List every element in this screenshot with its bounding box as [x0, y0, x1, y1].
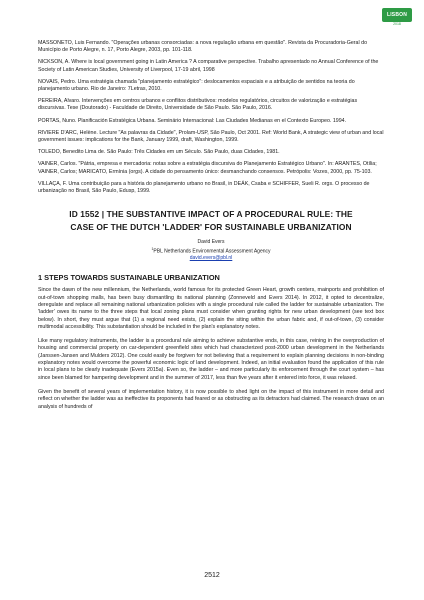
- body-paragraph: Given the benefit of several years of implementation history, it is now possible to shed light on the impact of this instrument in more detail and reflect on whether the ladder was as ineffective its proponents had feared or as obstructing as its detractors had claimed. The research draws on an analysis of hundreds of: [38, 388, 384, 410]
- author-name: David Evers: [197, 239, 225, 246]
- affiliation-mark: 1: [151, 246, 154, 251]
- paper-title-line: ID 1552 | THE SUBSTANTIVE IMPACT OF A PROCEDURAL RULE: THE: [69, 209, 353, 220]
- reference-list: [38, 40, 384, 195]
- author-email[interactable]: david.evers@pbl.nl: [189, 254, 233, 261]
- conference-logo: [382, 8, 412, 34]
- body-paragraph: Like many regulatory instruments, the ladder is a procedural rule aiming to achieve substantive ends, in this case, reining in the overproduction of housing and commercial property on car-dependent greenfield sites which had characterized post-2000 urban development in the Netherlands (Janssen-Jansen and Mulders 2012). One could easily be forgiven for not believing that a requirement to explain planning decisions in non-binding explanatory notes would overcome the powerful economic logic of land development. Indeed, an initial evaluation found the application of this rule in local plans to be clearly inadequate (Evers 2015a). Even so, the ladder – and more particularly its enforcement through the court system – has since been blamed for hampering development and in the summer of 2017, less than five years after it entered into force, it was relaxed.: [38, 338, 384, 381]
- body-paragraph: Since the dawn of the new millennium, the Netherlands, world famous for its protected Green Heart, growth centers, mainports and prohibition of out-of-town shopping malls, has been busy dismantling its national planning (Zonneveld and Evers 2014). In 2012, it opted to decentralize, deregulate and replace all remaining national urbanization policies with a single procedural rule called the ladder for sustainable urbanization. The 'ladder' owes its name to the three steps that local zoning plans must consider when granting rights for new urban development (see text box below). In short, they must argue that (1) a regional need exists, (2) explain the siting within the urban fabric and, if out-of-town, (3) consider multimodal accessibility. This substantiation should be included in the plan's explanatory notes.: [38, 287, 384, 330]
- reference-item: NICKSON, A. Where is local government going in Latin America ? A comparative perspective. Trabalho apresentado no Annual Conference of the Society of Latin American Studies, University of Liverpool, 17-19 abril, 1998: [38, 59, 379, 73]
- page-content: [38, 40, 384, 418]
- logo-badge: LISBON: [382, 8, 412, 22]
- page-number: 2512: [204, 572, 220, 579]
- paper-title: [38, 208, 384, 234]
- reference-item: PEREIRA, Alvaro. Intervenções em centros urbanos e conflitos distributivos: modelos regulatórios, circuitos de valorização e estratégias discursivas. Tese (Doutorado) - Faculdade de Direito, Universidade de São Paulo. São Paulo, 2016.: [38, 98, 358, 112]
- section-heading: 1 STEPS TOWARDS SUSTAINABLE URBANIZATION: [38, 273, 220, 283]
- author-affiliation: [38, 246, 384, 255]
- reference-item: VILLAÇA, F. Uma contribuição para a história do planejamento urbano no Brasil, in DEÁK, Csaba e SCHIFFER, Sueli R. orgs. O processo de urbanização no Brasil, São Paulo, Edusp, 1999.: [38, 180, 370, 195]
- reference-item: MASSONETO, Luis Fernando. "Operações urbanas consorciadas: a nova regulação urbana em questão". Revista da Procuradoria-Geral do Município de Porto Alegre, n. 17, Porto Alegre, 2003, pp. 101-118.: [38, 40, 368, 54]
- reference-item: RIVIERE D'ARC, Helène. Lecture "As palavras da Cidade", Prolam-USP, São Paulo, Oct 2001. Ref: World Bank, A strategic view of urban and local government issues: implications for the Bank, January 1999, draft, Washington, 1999.: [38, 129, 384, 144]
- reference-item: PORTAS, Nuno. Planificación Estratégica Urbana. Seminário Internacional: Las Ciudades Medianas en el Contexto Europeo. 1994.: [38, 117, 347, 124]
- reference-item: TOLEDO, Benedito Lima de. São Paulo: Três Cidades em um Século. São Paulo, duas Cidades, 1981.: [38, 149, 280, 156]
- reference-item: VAINER, Carlos. "Pátria, empresa e mercadoria: notas sobre a estratégia discursiva do Planejamento Estratégico Urbano". In: ARANTES, Otília; VAINER, Carlos; MARICATO, Ermínia (orgs). A cidade do pensamento único: desmanchando consensos. Petrópolis: Vozes, 2000, pp. 75-103.: [38, 161, 377, 175]
- logo-subtitle: 2018: [393, 22, 401, 26]
- affiliation-text: PBL Netherlands Environmental Assessment Agency: [153, 248, 271, 255]
- reference-item: NOVAIS, Pedro. Uma estratégia chamada "planejamento estratégico": deslocamentos espaciais e a atribuição de sentidos na teoria do planejamento urbano. Rio de Janeiro: 7Letras, 2010.: [38, 78, 355, 93]
- paper-title-line: CASE OF THE DUTCH 'LADDER' FOR SUSTAINABLE URBANIZATION: [70, 222, 352, 233]
